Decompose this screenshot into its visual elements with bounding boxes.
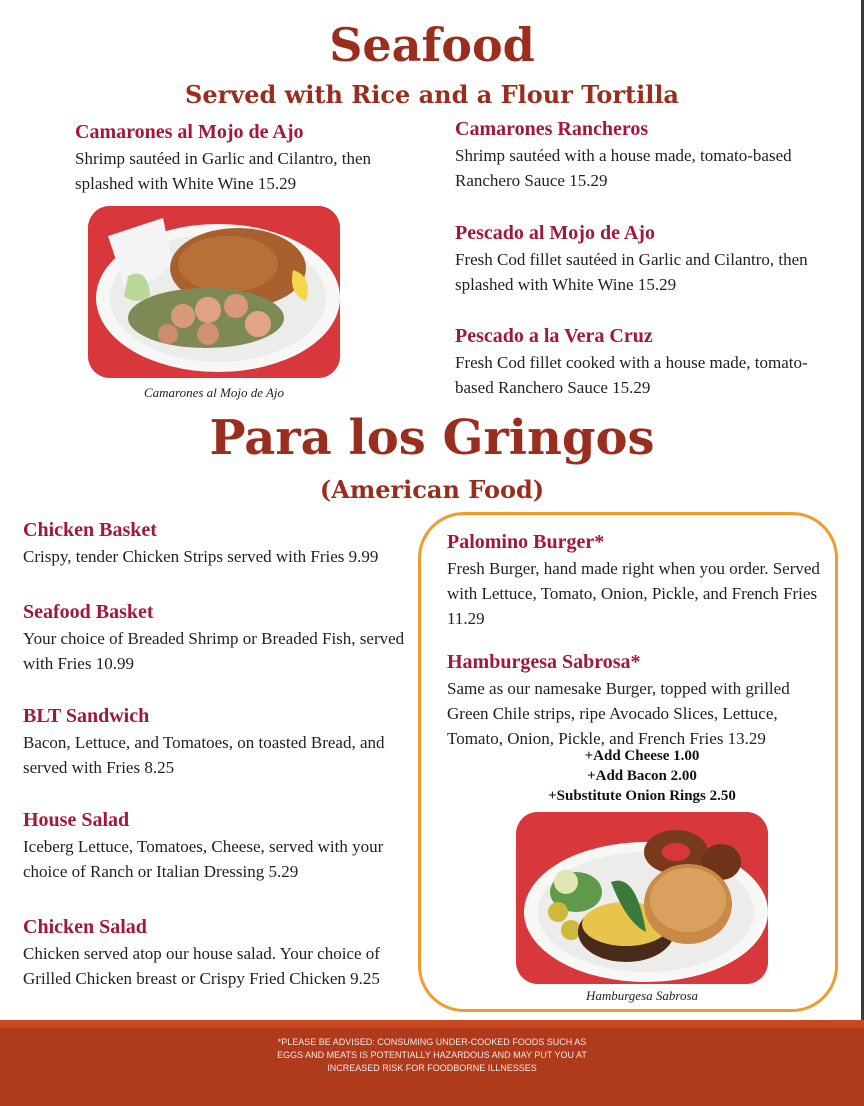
menu-item — [23, 704, 408, 780]
featured-item — [447, 650, 832, 751]
notice-line: EGGS AND MEATS IS POTENTIALLY HAZARDOUS AND MAY PUT YOU AT — [277, 1050, 587, 1060]
menu-item — [455, 221, 825, 297]
photo-caption: Hamburgesa Sabrosa — [585, 988, 699, 1003]
footer-stripe — [0, 1020, 864, 1028]
addon-item: +Add Bacon 2.00 — [587, 768, 697, 784]
addon-item: +Add Cheese 1.00 — [584, 748, 700, 764]
photo-caption: Camarones al Mojo de Ajo — [143, 385, 285, 400]
menu-item — [75, 120, 425, 196]
item-description: Your choice of Breaded Shrimp or Breaded Fish, served with Fries 10.99 — [23, 629, 405, 673]
notice-line: INCREASED RISK FOR FOODBORNE ILLNESSES — [327, 1063, 537, 1073]
camarones-photo — [88, 206, 340, 378]
food-safety-notice — [0, 1036, 864, 1075]
notice-line: *PLEASE BE ADVISED: CONSUMING UNDER-COOKED FOODS SUCH AS — [277, 1037, 587, 1047]
item-description: Fresh Burger, hand made right when you order. Served with Lettuce, Tomato, Onion, Pickle, and French Fries 11.29 — [447, 559, 820, 628]
item-description: Bacon, Lettuce, and Tomatoes, on toasted Bread, and served with Fries 8.25 — [23, 733, 385, 777]
featured-item — [447, 530, 832, 631]
item-description: Fresh Cod fillet cooked with a house made, tomato-based Ranchero Sauce 15.29 — [455, 353, 808, 397]
menu-item — [23, 600, 408, 676]
item-description: Iceberg Lettuce, Tomatoes, Cheese, served with your choice of Ranch or Italian Dressing 5.29 — [23, 837, 384, 881]
item-description: Same as our namesake Burger, topped with grilled Green Chile strips, ripe Avocado Slices, Lettuce, Tomato, Onion, Pickle, and French Fries 13.29 — [447, 679, 790, 748]
item-description: Fresh Cod fillet sautéed in Garlic and Cilantro, then splashed with White Wine 15.29 — [455, 250, 808, 294]
item-name: Camarones Rancheros — [455, 118, 649, 140]
gringos-subtitle: (American Food) — [319, 475, 545, 504]
item-description: Shrimp sautéed in Garlic and Cilantro, then splashed with White Wine 15.29 — [75, 149, 372, 193]
item-name: Hamburgesa Sabrosa* — [447, 651, 641, 673]
addon-item: +Substitute Onion Rings 2.50 — [548, 788, 736, 804]
seafood-subtitle: Served with Rice and a Flour Tortilla — [185, 80, 679, 109]
item-name: Pescado al Mojo de Ajo — [455, 222, 655, 244]
item-description: Chicken served atop our house salad. Your choice of Grilled Chicken breast or Crispy Fried Chicken 9.25 — [23, 944, 380, 988]
item-description: Shrimp sautéed with a house made, tomato-based Ranchero Sauce 15.29 — [455, 146, 792, 190]
gringos-title: Para los Gringos — [209, 410, 655, 466]
item-name: House Salad — [23, 809, 130, 831]
burger-photo — [516, 812, 768, 984]
addon-list — [446, 746, 838, 806]
item-name: Camarones al Mojo de Ajo — [75, 121, 304, 143]
item-name: Seafood Basket — [23, 601, 154, 623]
item-name: Chicken Salad — [23, 916, 147, 938]
item-name: BLT Sandwich — [23, 705, 150, 727]
seafood-title: Seafood — [329, 18, 535, 72]
item-name: Pescado a la Vera Cruz — [455, 325, 653, 347]
item-name: Chicken Basket — [23, 519, 157, 541]
menu-item — [455, 117, 825, 193]
item-description: Crispy, tender Chicken Strips served with Fries 9.99 — [23, 547, 379, 566]
menu-item — [23, 808, 408, 884]
menu-item — [455, 324, 825, 400]
menu-item — [23, 915, 413, 991]
menu-item — [23, 518, 423, 569]
item-name: Palomino Burger* — [447, 531, 605, 553]
